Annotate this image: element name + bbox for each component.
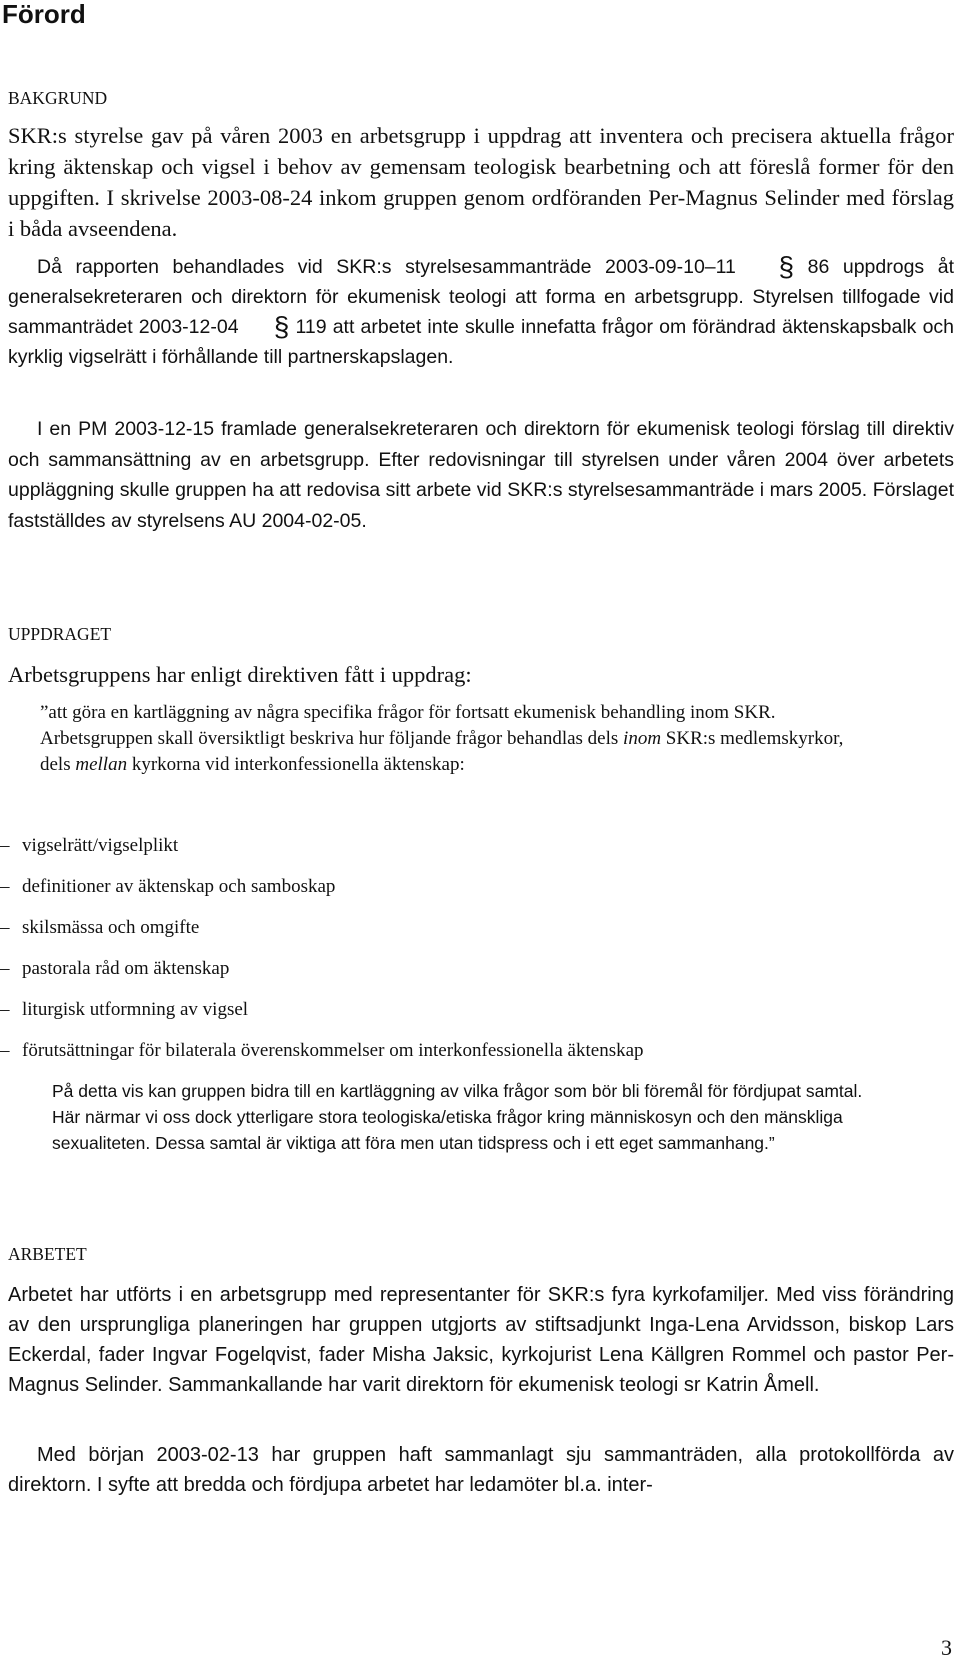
directive-quote-closing: På detta vis kan gruppen bidra till en kartläggning av vilka frågor som bör bli föremål för fördjupat samtal. Här närmar vi oss dock ytterligare stora teologiska/etiska frågor kring människosyn och den mänskliga sexualiteten. Dessa samtal är viktiga att föra men utan tidspress och i ett eget sammanhang.”	[52, 1081, 863, 1153]
dash-marker: –	[0, 999, 10, 1020]
directive-quote-text-b: SKR:s medlemskyrkor, dels	[40, 728, 844, 775]
dash-marker: –	[0, 1040, 10, 1061]
list-item-text: vigselrätt/vigselplikt	[22, 835, 179, 856]
arbetet-paragraph-1: Arbetet har utförts i en arbetsgrupp med representanter för SKR:s fyra kyrkofamiljer. Med viss förändring av den ursprungliga planeringen har gruppen utgjorts av stiftsadjunkt Inga-Lena Arvidsson, biskop Lars Eckerdal, fader Ingvar Fogelqvist, fader Misha Jaksic, kyrkojurist Lena Källgren Rommel och pastor Per-Magnus Selinder. Sammankallande har varit direktorn för ekumenisk teologi sr Katrin Åmell.	[8, 1284, 954, 1396]
dash-marker: –	[0, 835, 10, 856]
list-item-text: pastorala råd om äktenskap	[22, 958, 230, 979]
section-sign-icon: §	[273, 311, 290, 342]
directive-quote-intro	[40, 700, 872, 778]
bakgrund-paragraph-2	[8, 252, 954, 372]
directive-quote-text-a: ”att göra en kartläggning av några specifika frågor för fortsatt ekumenisk behandling inom SKR. Arbetsgruppen skall översiktligt beskriva hur följande frågor behandlas dels	[40, 702, 776, 749]
section-heading-bakgrund: BAKGRUND	[8, 88, 108, 108]
section-sign-icon: §	[778, 251, 795, 282]
directive-quote-emphasis-mellan: mellan	[75, 754, 128, 775]
bakgrund-paragraph-2-text-a: Då rapporten behandlades vid SKR:s styrelsesammanträde 2003-09-10–11	[37, 256, 750, 278]
directive-quote-emphasis-inom: inom	[623, 728, 662, 749]
list-item	[0, 998, 248, 1022]
section-heading-arbetet: ARBETET	[8, 1244, 87, 1264]
dash-marker: –	[0, 917, 10, 938]
directive-quote-text-c: kyrkorna vid interkonfessionella äktenskap:	[127, 754, 465, 775]
bakgrund-paragraph-2-text-c: 119 att arbetet inte skulle innefatta frågor om förändrad äktenskapsbalk och kyrklig vigselrätt i förhållande till partnerskapslagen.	[8, 316, 955, 368]
list-item	[0, 916, 199, 940]
bakgrund-paragraph-3: I en PM 2003-12-15 framlade generalsekreteraren och direktorn för ekumenisk teologi förslag till direktiv och sammansättning av en arbetsgrupp. Efter redovisningar till styrelsen under våren 2004 över arbetets uppläggning skulle gruppen ha att redovisa sitt arbete vid SKR:s styrelsesammanträde i mars 2005. Förslaget fastställdes av styrelsens AU 2004-02-05.	[8, 418, 954, 532]
list-item	[0, 875, 335, 899]
bakgrund-paragraph-2-text-b: 86 uppdrogs åt generalsekreteraren och direktorn för ekumenisk teologi att forma en arbetsgrupp. Styrelsen tillfogade vid sammanträdet 2003-12-04	[8, 256, 954, 338]
bakgrund-paragraph-1: SKR:s styrelse gav på våren 2003 en arbetsgrupp i uppdrag att inventera och precisera aktuella frågor kring äktenskap och vigsel i behov av gemensam teologisk bearbetning och att föreslå former för den uppgiften. I skrivelse 2003-08-24 inkom gruppen genom ordföranden Per-Magnus Selinder med förslag i båda avseendena.	[8, 123, 954, 241]
arbetet-paragraph-2: Med början 2003-02-13 har gruppen haft sammanlagt sju sammanträden, alla protokollförda av direktorn. I syfte att bredda och fördjupa arbetet har ledamöter bl.a. inter-	[8, 1444, 954, 1496]
list-item	[0, 1039, 644, 1063]
uppdraget-lead: Arbetsgruppens har enligt direktiven fått i uppdrag:	[8, 662, 472, 687]
list-item	[0, 957, 229, 981]
list-item-text: förutsättningar för bilaterala överenskommelser om interkonfessionella äktenskap	[22, 1040, 644, 1061]
dash-marker: –	[0, 958, 10, 979]
list-item-text: liturgisk utformning av vigsel	[22, 999, 249, 1020]
dash-marker: –	[0, 876, 10, 897]
section-heading-uppdraget: UPPDRAGET	[8, 624, 112, 644]
page-number: 3	[941, 1635, 952, 1660]
list-item	[0, 834, 178, 858]
list-item-text: definitioner av äktenskap och samboskap	[22, 876, 336, 897]
page-title: Förord	[2, 0, 86, 29]
list-item-text: skilsmässa och omgifte	[22, 917, 200, 938]
